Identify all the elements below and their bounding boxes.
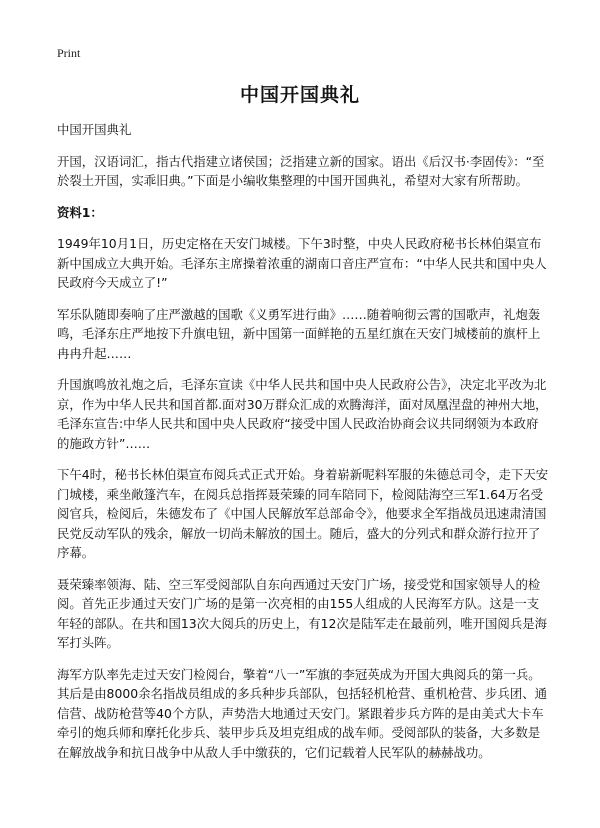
paragraph: 1949年10月1日，历史定格在天安门城楼。下午3时整，中央人民政府秘书长林伯渠宣布新中国成立大典开始。毛泽东主席操着浓重的湖南口音庄严宣布：“中华人民共和国中央人民政府今天成立了!” [57, 236, 547, 290]
paragraph: 聂荣臻率领海、陆、空三军受阅部队自东向西通过天安门广场，接受党和国家领导人的检阅。首先正步通过天安门广场的是第一次亮相的由155人组成的人民海军方队。这是一支年轻的部队。在共和国13次大阅兵的历史上，有12次是陆军走在最前列，唯开国阅兵是海军打头阵。 [57, 576, 547, 650]
paragraph: 下午4时，秘书长林伯渠宣布阅兵式正式开始。身着崭新呢料军服的朱德总司令，走下天安门城楼，乘坐敞篷汽车，在阅兵总指挥聂荣臻的同车陪同下，检阅陆海空三军1.64万名受阅官兵，检阅后，朱德发布了《中国人民解放军总部命令》，他要求全军指战员迅速肃清国民党反动军队的残余，解放一切尚未解放的国土。随后，盛大的分列式和群众游行拉开了序幕。 [57, 467, 549, 560]
document-body [57, 120, 550, 774]
print-label[interactable]: Print [57, 46, 81, 60]
section-heading: 资料1： [57, 204, 103, 220]
intro-paragraph: 开国，汉语词汇，指古代指建立诸侯国；泛指建立新的国家。语出《后汉书·李固传》：“至於裂土开国，实乖旧典。”下面是小编收集整理的中国开国典礼，希望对大家有所帮助。 [57, 153, 545, 188]
document-title: 中国开国典礼 [239, 84, 360, 106]
paragraph: 海军方队率先走过天安门检阅台，擎着“八一”军旗的李冠英成为开国大典阅兵的第一兵。其后是由8000余名指战员组成的多兵种步兵部队，包括轻机枪营、重机枪营、步兵团、通信营、战防枪营等40个方队，声势浩大地通过天安门。紧跟着步兵方阵的是由美式大卡车牵引的炮兵师和摩托化步兵、装甲步兵及坦克组成的战车师。受阅部队的装备，大多数是在解放战争和抗日战争中从敌人手中缴获的，它们记载着人民军队的赫赫战功。 [57, 666, 547, 760]
paragraph: 军乐队随即奏响了庄严激越的国歌《义勇军进行曲》……随着响彻云霄的国歌声，礼炮轰鸣，毛泽东庄严地按下升旗电钮，新中国第一面鲜艳的五星红旗在天安门城楼前的旗杆上冉冉升起…… [57, 306, 541, 361]
document-subtitle: 中国开国典礼 [57, 122, 132, 137]
paragraph: 升国旗鸣放礼炮之后，毛泽东宣读《中华人民共和国中央人民政府公告》，决定北平改为北京，作为中华人民共和国首都.面对30万群众汇成的欢腾海洋，面对凤凰涅盘的神州大地，毛泽东宣告:中华人民共和国中央人民政府“接受中国人民政治协商会议共同纲领为本政府的施政方针”…… [57, 377, 548, 451]
